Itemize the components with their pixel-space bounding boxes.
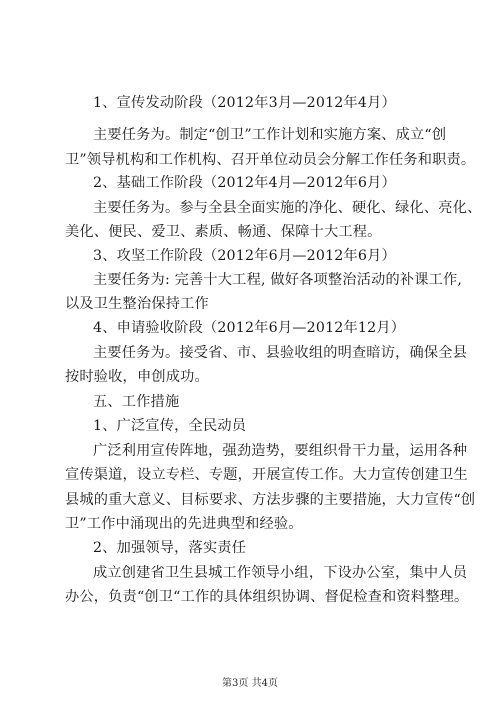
paragraph-line: 成立创建省卫生县城工作领导小组，下设办公室，集中人员 [93,565,468,581]
paragraph-line: 按时验收，申创成功。 [65,369,209,385]
section-heading-acceptance-stage: 4、申请验收阶段（2012年6月—2012年12月） [93,320,406,336]
section-heading-publicity-stage: 1、宣传发动阶段（2012年3月—2012年4月） [93,95,396,111]
paragraph-line: 宣传渠道，设立专栏、专题，开展宣传工作。大力宣传创建卫生 [65,467,468,483]
paragraph-line: 广泛利用宣传阵地，强劲造势，要组织骨干力量，运用各种 [93,443,468,459]
paragraph-line: 卫”工作中涌现出的先进典型和经验。 [65,516,303,532]
paragraph-line: 主要任务为: 完善十大工程, 做好各项整治活动的补课工作, [93,272,463,288]
paragraph-line: 主要任务为。制定“创卫”工作计划和实施方案、成立“创 [93,127,447,143]
section-heading-basic-stage: 2、基础工作阶段（2012年4月—2012年6月） [93,175,396,191]
section-heading-work-measures: 五、工作措施 [93,394,180,410]
paragraph-line: 主要任务为。接受省、市、县验收组的明查暗访，确保全县 [93,345,468,361]
paragraph-line: 以及卫生整治保持工作 [65,296,209,312]
page-number-footer: 第3页 共4页 [222,678,278,689]
section-heading-tackling-stage: 3、攻坚工作阶段（2012年6月—2012年6月） [93,248,396,264]
paragraph-line: 主要任务为。参与全县全面实施的净化、硬化、绿化、亮化、 [93,200,482,216]
paragraph-line: 卫”领导机构和工作机构、召开单位动员会分解工作任务和职责。 [65,152,476,168]
subsection-heading-publicity: 1、广泛宣传，全民动员 [93,418,247,434]
paragraph-line: 办公，负责“创卫“工作的具体组织协调、督促检查和资料整理。 [65,589,469,605]
paragraph-line: 美化、便民、爱卫、素质、畅通、保障十大工程。 [65,224,382,240]
subsection-heading-leadership: 2、加强领导，落实责任 [93,540,247,556]
paragraph-line: 县城的重大意义、目标要求、方法步骤的主要措施，大力宣传“创 [65,492,476,508]
